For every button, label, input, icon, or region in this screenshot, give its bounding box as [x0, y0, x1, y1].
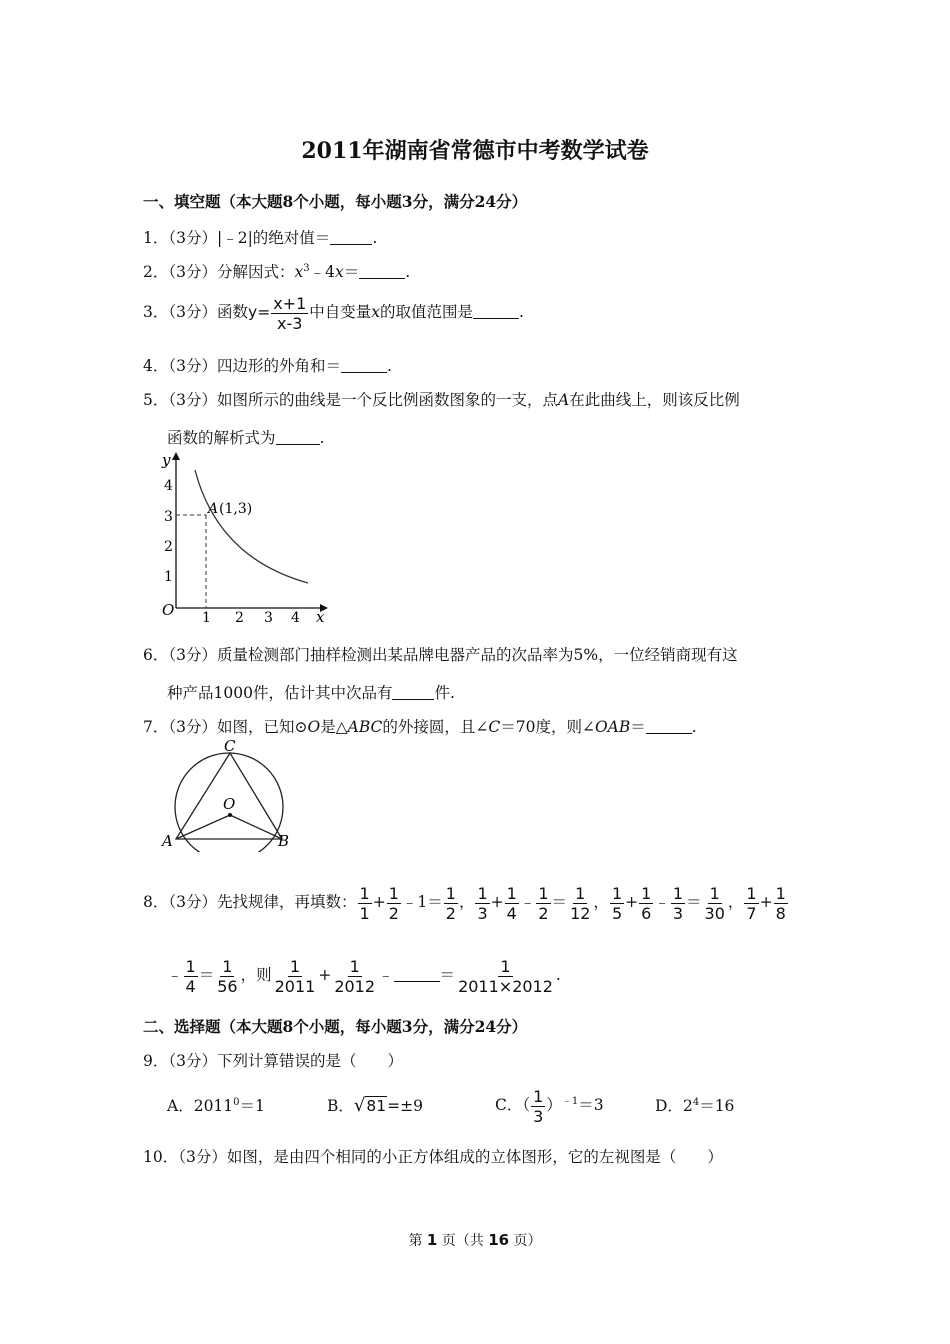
- label-O: O: [223, 795, 236, 813]
- question-text: 下列计算错误的是（ ）: [217, 1052, 404, 1070]
- question-number: 5．: [143, 391, 169, 409]
- footer-text: 第: [408, 1233, 423, 1249]
- question-points: （3分）: [168, 357, 217, 375]
- fraction: [671, 884, 685, 923]
- answer-blank: [646, 719, 692, 734]
- answer-blank: [276, 430, 320, 445]
- fraction: [271, 294, 308, 333]
- point-label: A: [208, 501, 219, 517]
- answer-blank: [394, 967, 440, 982]
- question-points: （3分）: [168, 893, 217, 911]
- denominator: 2011: [274, 976, 316, 996]
- footer-text: 页）: [513, 1233, 542, 1249]
- denominator: x-3: [277, 313, 303, 333]
- question-points: （3分）: [178, 1148, 227, 1166]
- question-text: 中自变量: [309, 303, 372, 321]
- var-O: O: [307, 718, 321, 736]
- question-text: ﹣4: [309, 263, 336, 281]
- page-title: 2011年湖南省常德市中考数学试卷: [301, 138, 649, 164]
- y-axis-arrow: [172, 452, 180, 460]
- question-8-line2: [167, 955, 561, 996]
- point-A: A: [558, 391, 570, 409]
- period: .: [691, 718, 697, 736]
- question-1: [143, 226, 377, 248]
- plus: +: [759, 893, 773, 911]
- denominator: 2: [388, 903, 399, 923]
- numerator: 1: [709, 883, 720, 903]
- y-label: y: [162, 451, 171, 469]
- answer-blank: [392, 685, 434, 700]
- equals: ＝: [686, 893, 702, 911]
- sqrt-icon: √: [353, 1095, 366, 1116]
- fraction: [568, 884, 592, 923]
- fraction: [358, 884, 372, 923]
- x-tick: 1: [202, 610, 211, 626]
- hyperbola-curve: [195, 470, 308, 583]
- paren: ）: [546, 1096, 562, 1115]
- question-text: 质量检测部门抽样检测出某品牌电器产品的次品率为5%，一位经销商现有这: [217, 646, 738, 664]
- fraction: [531, 1087, 545, 1126]
- fraction: [475, 884, 489, 923]
- option-B[interactable]: [327, 1094, 423, 1116]
- option-label: C．: [495, 1096, 523, 1115]
- numerator: 1: [349, 956, 360, 976]
- denominator: 4: [185, 976, 196, 996]
- minus: ﹣: [167, 966, 183, 984]
- question-text: ，则: [240, 966, 272, 984]
- label-A: A: [162, 832, 173, 850]
- answer-blank: [330, 230, 372, 245]
- question-points: （3分）: [168, 229, 217, 247]
- option-text: ＝3: [578, 1096, 604, 1115]
- exponent: 3: [303, 262, 310, 274]
- operator: ﹣1＝: [401, 893, 443, 911]
- fraction: [505, 884, 519, 923]
- option-label: D．: [655, 1097, 683, 1115]
- fraction: [273, 957, 318, 996]
- numerator: 1: [388, 883, 399, 903]
- plus: +: [625, 893, 639, 911]
- denominator: 6: [641, 903, 652, 923]
- option-text: ＝1: [239, 1097, 265, 1115]
- question-number: 10．: [143, 1148, 179, 1166]
- option-D[interactable]: [655, 1094, 734, 1116]
- question-text: 四边形的外角和＝: [217, 357, 342, 375]
- equals: ＝: [551, 893, 568, 911]
- denominator: 12: [570, 903, 591, 923]
- point-coord: (1,3): [219, 501, 253, 517]
- numerator: 1: [445, 883, 456, 903]
- question-points: （3分）: [168, 1052, 217, 1070]
- numerator: 1: [538, 883, 549, 903]
- option-label: B．: [327, 1097, 354, 1115]
- fraction: [387, 884, 401, 923]
- var-C: C: [488, 718, 501, 736]
- period: .: [519, 303, 524, 321]
- question-10: [143, 1145, 723, 1167]
- option-text: ＝16: [699, 1097, 735, 1115]
- question-number: 9．: [143, 1052, 169, 1070]
- question-points: （3分）: [168, 646, 217, 664]
- question-points: （3分）: [168, 263, 217, 281]
- question-points: （3分）: [168, 303, 217, 321]
- numerator: x+1: [273, 293, 307, 313]
- numerator: 1: [611, 883, 623, 903]
- question-number: 4．: [143, 357, 169, 375]
- y-tick: 4: [164, 478, 173, 494]
- question-number: 3．: [143, 303, 169, 321]
- fraction: [744, 884, 758, 923]
- page-footer: [0, 1230, 950, 1250]
- numerator: 1: [672, 883, 684, 903]
- question-number: 7．: [143, 718, 169, 736]
- question-5-line2: [167, 426, 324, 448]
- numerator: 1: [506, 883, 517, 903]
- x-tick: 4: [291, 610, 300, 626]
- origin-label: O: [162, 601, 175, 619]
- comma: ，: [593, 893, 609, 911]
- question-5: [143, 388, 740, 410]
- denominator: 5: [611, 903, 623, 923]
- denominator: 1: [359, 903, 370, 923]
- denominator: 7: [746, 903, 757, 923]
- x-label: x: [316, 608, 325, 626]
- equals: ＝: [439, 966, 456, 984]
- denominator: 8: [775, 903, 786, 923]
- var-x: x: [335, 263, 344, 281]
- equals: ＝: [198, 966, 215, 984]
- comma: ，: [727, 893, 744, 911]
- period: .: [319, 429, 325, 447]
- option-text: 2: [682, 1097, 693, 1115]
- radicand: 81: [366, 1097, 387, 1115]
- numerator: 1: [185, 956, 196, 976]
- section-2-heading: 二、选择题（本大题8个小题，每小题3分，满分24分）: [143, 1017, 528, 1036]
- fraction: [774, 884, 788, 923]
- question-number: 2．: [143, 263, 169, 281]
- denominator: 3: [533, 1106, 544, 1126]
- denominator: 2: [445, 903, 456, 923]
- function-y: y=: [248, 303, 271, 321]
- fraction: [536, 884, 550, 923]
- total-pages: 16: [488, 1231, 510, 1249]
- fraction: [332, 957, 377, 996]
- period: .: [555, 966, 561, 984]
- center-point: [228, 813, 232, 817]
- footer-text: 页（共: [441, 1233, 484, 1249]
- var-x: x: [294, 263, 304, 281]
- option-label: A．: [167, 1097, 194, 1115]
- fraction: [444, 884, 458, 923]
- comma: ，: [458, 893, 475, 911]
- y-tick: 2: [164, 539, 173, 555]
- period: .: [387, 357, 392, 375]
- denominator: 3: [672, 903, 684, 923]
- answer-blank: [341, 358, 387, 373]
- option-text: =±9: [387, 1097, 423, 1115]
- denominator: 2012: [334, 976, 376, 996]
- denominator: 2011×2012: [458, 976, 553, 996]
- minus: ﹣: [519, 893, 536, 911]
- numerator: 1: [359, 883, 370, 903]
- plus: +: [318, 966, 332, 984]
- question-9: [143, 1049, 403, 1071]
- answer-blank: [359, 264, 405, 279]
- question-points: （3分）: [168, 718, 217, 736]
- label-B: B: [278, 832, 290, 850]
- fraction: [215, 957, 239, 996]
- fraction: [610, 884, 624, 923]
- numerator: 1: [533, 1086, 544, 1106]
- minus: ﹣: [378, 966, 394, 984]
- y-tick: 3: [164, 509, 173, 525]
- question-text: 种产品1000件，估计其中次品有: [167, 684, 393, 702]
- minus: ﹣: [654, 893, 670, 911]
- fraction: [184, 957, 198, 996]
- question-text: ＝: [630, 718, 646, 736]
- var-x: x: [371, 303, 381, 321]
- question-text: 如图，已知⊙: [217, 718, 308, 736]
- numerator: 1: [746, 883, 757, 903]
- plus: +: [490, 893, 504, 911]
- inverse-function-graph: [158, 448, 338, 626]
- question-4: [143, 354, 392, 376]
- numerator: 1: [477, 883, 488, 903]
- question-text: 的外接圆，且∠: [382, 718, 489, 736]
- var-ABC: ABC: [347, 718, 383, 736]
- denominator: 3: [477, 903, 488, 923]
- question-text: 是△: [320, 718, 348, 736]
- circumscribed-circle-figure: [160, 740, 295, 852]
- question-text: |﹣2|的绝对值＝: [217, 229, 331, 247]
- question-text: ＝: [343, 263, 360, 281]
- fraction: [703, 884, 727, 923]
- denominator: 4: [506, 903, 517, 923]
- exponent: 4: [692, 1096, 700, 1108]
- question-8: [143, 882, 789, 923]
- option-text: 2011: [193, 1097, 234, 1115]
- question-text: 函数的解析式为: [167, 429, 276, 447]
- question-number: 8．: [143, 893, 169, 911]
- denominator: 56: [217, 976, 238, 996]
- question-text: 的取值范围是: [380, 303, 474, 321]
- question-3: [143, 292, 524, 333]
- question-7: [143, 715, 697, 737]
- numerator: 1: [500, 956, 511, 976]
- y-tick: 1: [164, 569, 173, 585]
- plus: +: [372, 893, 386, 911]
- question-2: [143, 260, 410, 282]
- paren: （: [522, 1096, 531, 1115]
- question-text: ＝70度，则∠: [500, 718, 595, 736]
- question-points: （3分）: [168, 391, 217, 409]
- question-text: 函数: [217, 303, 249, 321]
- question-text: 如图所示的曲线是一个反比例函数图象的一支，点: [217, 391, 559, 409]
- question-number: 1．: [143, 229, 169, 247]
- numerator: 1: [775, 883, 786, 903]
- option-C[interactable]: [495, 1082, 604, 1126]
- label-C: C: [224, 740, 236, 755]
- numerator: 1: [289, 956, 301, 976]
- period: .: [372, 229, 378, 247]
- denominator: 2: [538, 903, 549, 923]
- question-text: 如图，是由四个相同的小正方体组成的立体图形，它的左视图是（ ）: [226, 1148, 723, 1166]
- question-text: 分解因式：: [217, 263, 295, 281]
- question-6: [143, 643, 738, 665]
- exponent: 0: [233, 1096, 240, 1108]
- period: .: [405, 263, 411, 281]
- question-6-line2: [167, 681, 455, 703]
- page-number: 1: [426, 1231, 438, 1249]
- x-tick: 3: [264, 610, 273, 626]
- numerator: 1: [222, 956, 233, 976]
- fraction: [456, 957, 555, 996]
- denominator: 30: [704, 903, 725, 923]
- numerator: 1: [575, 883, 586, 903]
- exponent: ﹣1: [561, 1096, 579, 1107]
- option-A[interactable]: [167, 1094, 265, 1116]
- var-OAB: OAB: [594, 718, 631, 736]
- question-text: 件.: [434, 684, 455, 702]
- numerator: 1: [641, 883, 652, 903]
- fraction: [639, 884, 653, 923]
- question-number: 6．: [143, 646, 169, 664]
- question-text: 先找规律，再填数：: [217, 893, 357, 911]
- x-tick: 2: [235, 610, 244, 626]
- section-1-heading: 一、填空题（本大题8个小题，每小题3分，满分24分）: [143, 192, 528, 211]
- question-text: 在此曲线上，则该反比例: [569, 391, 740, 409]
- answer-blank: [473, 304, 519, 319]
